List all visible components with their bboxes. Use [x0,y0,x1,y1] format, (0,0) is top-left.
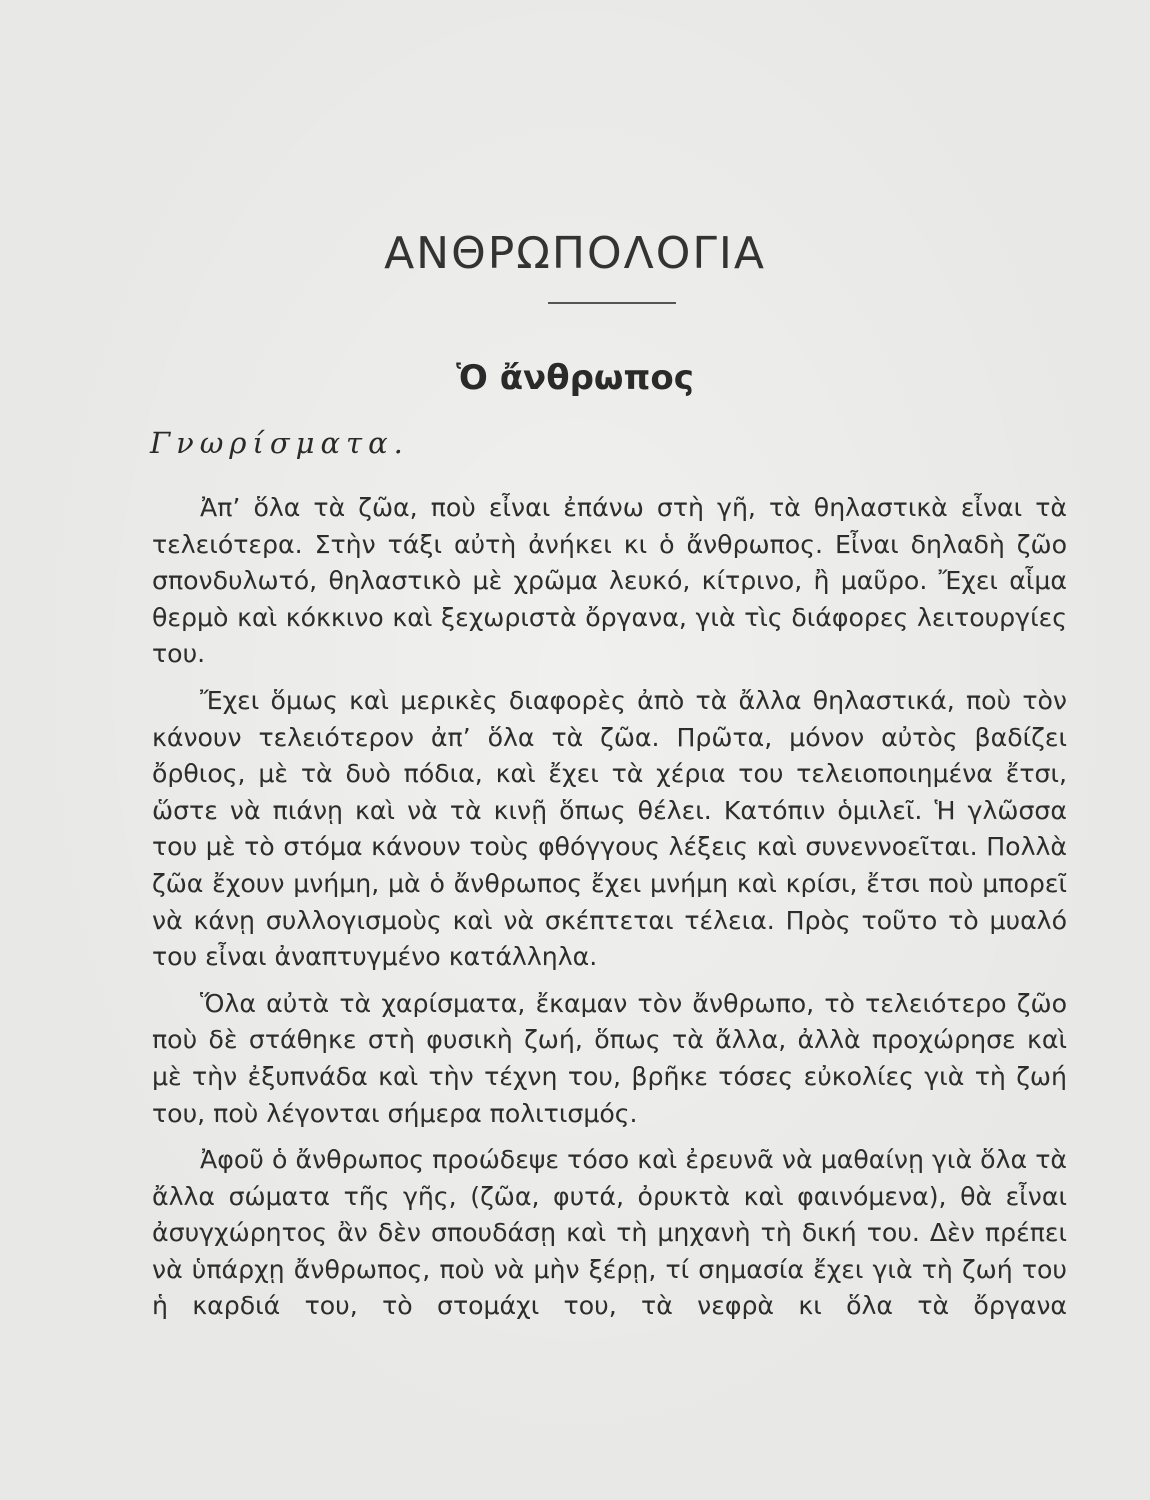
section-heading: Γνωρίσματα. [150,426,409,460]
paragraph: Ἔχει ὅμως καὶ μερικὲς διαφορὲς ἀπὸ τὰ ἄλλα θηλαστικά, ποὺ τὸν κάνουν τελειότερον ἀπ’ ὅλα τὰ ζῶα. Πρῶτα, μόνον αὐτὸς βαδίζει ὄρθιος, μὲ τὰ δυὸ πόδια, καὶ ἔχει τὰ χέρια του τελειοποιημένα ἔτσι, ὥστε νὰ πιάνῃ καὶ νὰ τὰ κινῇ ὅπως θέλει. Κατόπιν ὁμιλεῖ. Ἡ γλῶσσα του μὲ τὸ στόμα κάνουν τοὺς φθόγγους λέξεις καὶ συνεννοεῖται. Πολλὰ ζῶα ἔχουν μνήμη, μὰ ὁ ἄνθρωπος ἔχει μνήμη καὶ κρίσι, ἔτσι ποὺ μπορεῖ νὰ κάνῃ συλλογισμοὺς καὶ νὰ σκέπτεται τέλεια. Πρὸς τοῦτο τὸ μυαλό του εἶναι ἀναπτυγμένο κατάλληλα. [152,685,1067,972]
title-divider [548,302,676,304]
body-text [152,490,1067,1335]
paragraph: Ἀφοῦ ὁ ἄνθρωπος προώδεψε τόσο καὶ ἐρευνᾶ νὰ μαθαίνῃ γιὰ ὅλα τὰ ἄλλα σώματα τῆς γῆς, (ζῶα, φυτά, ὀρυκτὰ καὶ φαινόμενα), θὰ εἶναι ἀσυγχώρητος ἂν δὲν σπουδάσῃ καὶ τὴ μηχανὴ τὴ δική του. Δὲν πρέπει νὰ ὑπάρχῃ ἄνθρωπος, ποὺ νὰ μὴν ξέρῃ, τί σημασία ἔχει γιὰ τὴ ζωή του ἡ καρδιά του, τὸ στομάχι του, τὰ νεφρὰ κι ὅλα τὰ ὄργανα [152,1145,1067,1321]
paragraph: Ἀπ’ ὅλα τὰ ζῶα, ποὺ εἶναι ἐπάνω στὴ γῆ, τὰ θηλαστικὰ εἶναι τὰ τελειότερα. Στὴν τάξι αὐτὴ ἀνήκει κι ὁ ἄνθρωπος. Εἶναι δηλαδὴ ζῶο σπονδυλωτό, θηλαστικὸ μὲ χρῶμα λευκό, κίτρινο, ἢ μαῦρο. Ἔχει αἷμα θερμὸ καὶ κόκκινο καὶ ξεχωριστὰ ὄργανα, γιὰ τὶς διάφορες λειτουργίες του. [152,493,1067,669]
chapter-subtitle: Ὁ ἄνθρωπος [456,358,694,398]
page-title: ΑΝΘΡΩΠΟΛΟΓΙΑ [384,228,766,279]
paragraph: Ὅλα αὐτὰ τὰ χαρίσματα, ἔκαμαν τὸν ἄνθρωπο, τὸ τελειότερο ζῶο ποὺ δὲ στάθηκε στὴ φυσικὴ ζωή, ὅπως τὰ ἄλλα, ἀλλὰ προχώρησε καὶ μὲ τὴν ἐξυπνάδα καὶ τὴν τέχνη του, βρῆκε τόσες εὐκολίες γιὰ τὴ ζωή του, ποὺ λέγονται σήμερα πολιτισμός. [152,988,1067,1128]
